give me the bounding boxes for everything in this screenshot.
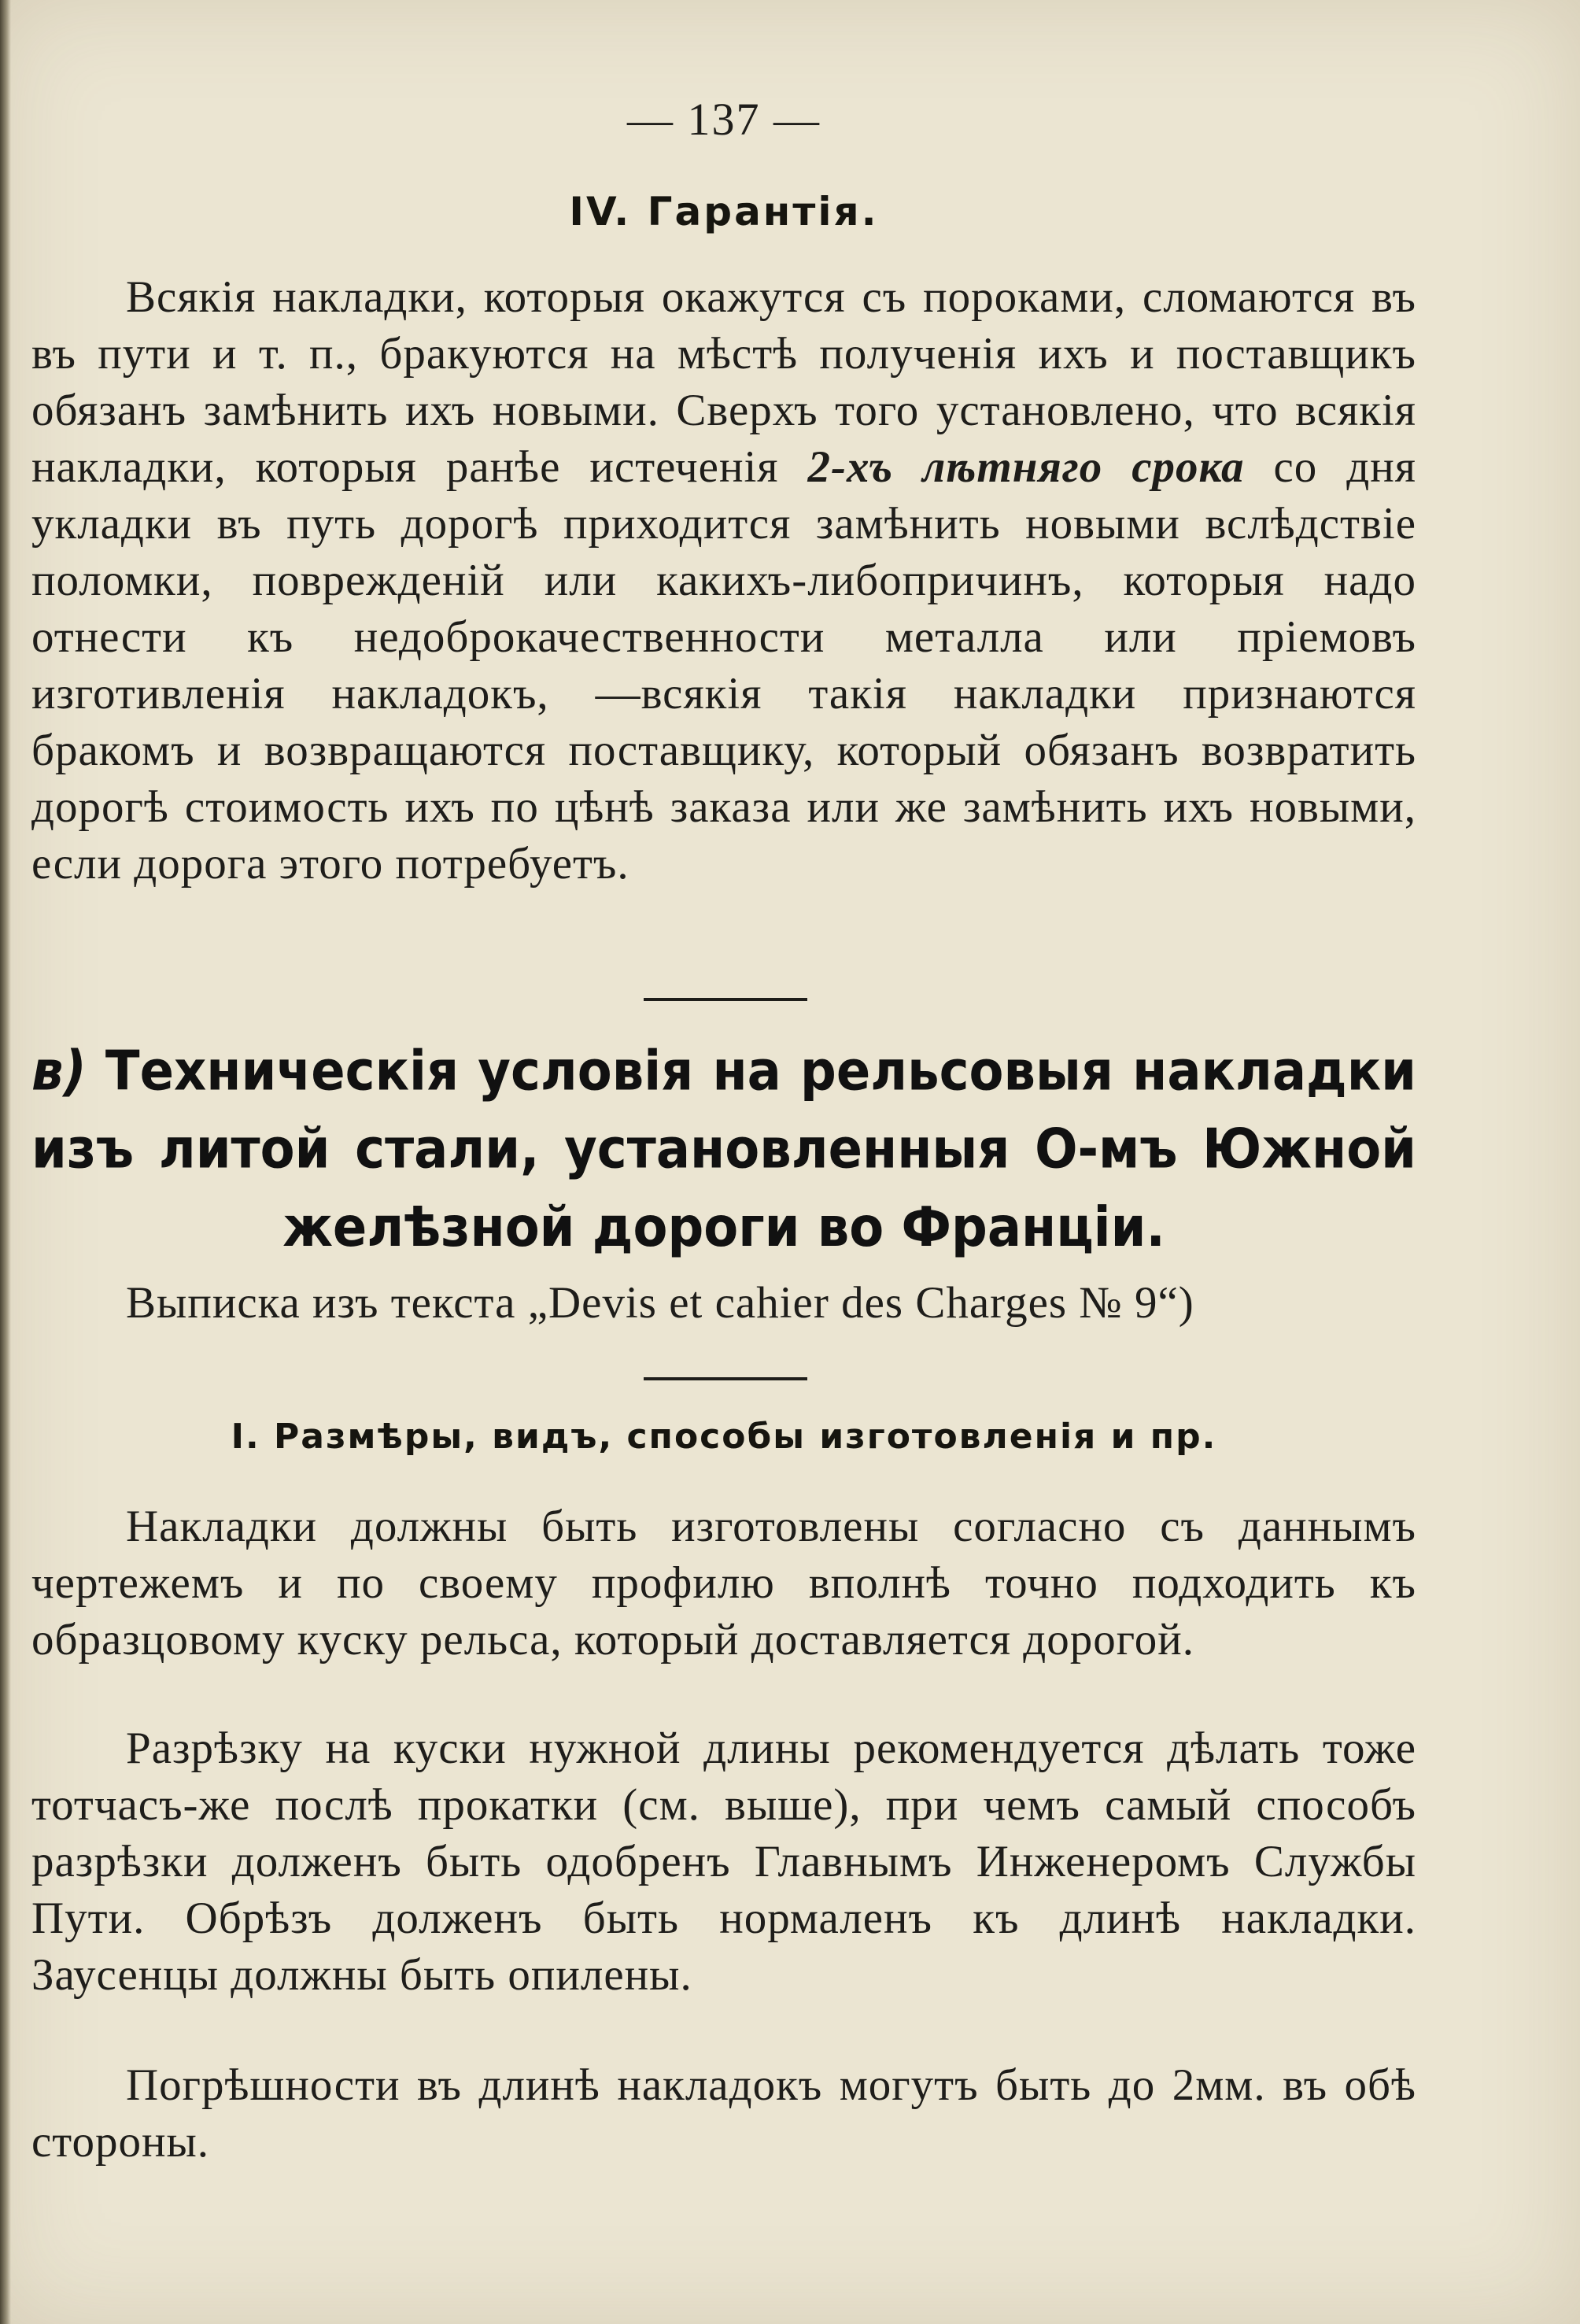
extract-note: Выписка изъ текста „Devis et cahier des Charges № 9“) <box>126 1278 1194 1328</box>
paragraph-guarantee-before: Всякія накладки, которыя окажутся съ пороками, сломаются въ въ пути и т. п., бракуются на мѣстѣ полученія ихъ и поставщикъ обязанъ замѣнить ихъ новыми. Сверхъ того установлено, что всякія накладки, которыя ранѣе истеченія <box>31 272 1416 492</box>
paragraph-dimensions-1: Накладки должны быть изготовлены согласно съ даннымъ чертежемъ и по своему профилю вполнѣ точно подходить къ образцовому куску рельса, который доставляется дорогой. <box>31 1502 1416 1664</box>
main-heading <box>31 1033 1416 1267</box>
paragraph-dimensions-2: Разрѣзку на куски нужной длины рекомендуется дѣлать тоже тотчасъ-же послѣ прокатки (см. выше), при чемъ самый способъ разрѣзки долженъ быть одобренъ Главнымъ Инженеромъ Службы Пути. Обрѣзъ долженъ быть нормаленъ къ длинѣ накладки. Заусенцы должны быть опилены. <box>31 1724 1416 2000</box>
paragraph-guarantee <box>31 269 1416 892</box>
page-spine-shadow <box>0 0 11 2324</box>
paragraph-guarantee-after: со дня укладки въ путь дорогѣ приходится замѣнить новыми вслѣдствіе поломки, поврежденій или какихъ-либопричинъ, которыя надо отнести къ недоброкачественности металла или пріемовъ изготивленія накладокъ, —всякія такія накладки признаются бракомъ и возвращаются поставщику, который обязанъ возвратить дорогѣ стоимость ихъ по цѣнѣ заказа или же замѣнить ихъ новыми, если дорога этого потребуетъ. <box>31 442 1416 889</box>
section-heading-dimensions: I. Размѣры, видъ, способы изготовленія и пр. <box>231 1417 1217 1457</box>
section-heading-guarantee: IV. Гарантія. <box>569 189 879 235</box>
separator-rule <box>644 1377 807 1380</box>
main-heading-marker: в) <box>31 1040 87 1103</box>
paragraph-dimensions-3: Погрѣшности въ длинѣ накладокъ могутъ быть до 2мм. въ обѣ стороны. <box>31 2060 1416 2167</box>
paragraph-guarantee-emphasis: 2-хъ лѣтняго срока <box>807 442 1245 492</box>
main-heading-text: Техническія условія на рельсовыя накладки изъ литой стали, установленныя О-мъ Южной желѣзной дороги во Франціи. <box>31 1040 1417 1260</box>
separator-rule <box>644 998 807 1001</box>
page-number: — 137 — <box>627 94 821 145</box>
